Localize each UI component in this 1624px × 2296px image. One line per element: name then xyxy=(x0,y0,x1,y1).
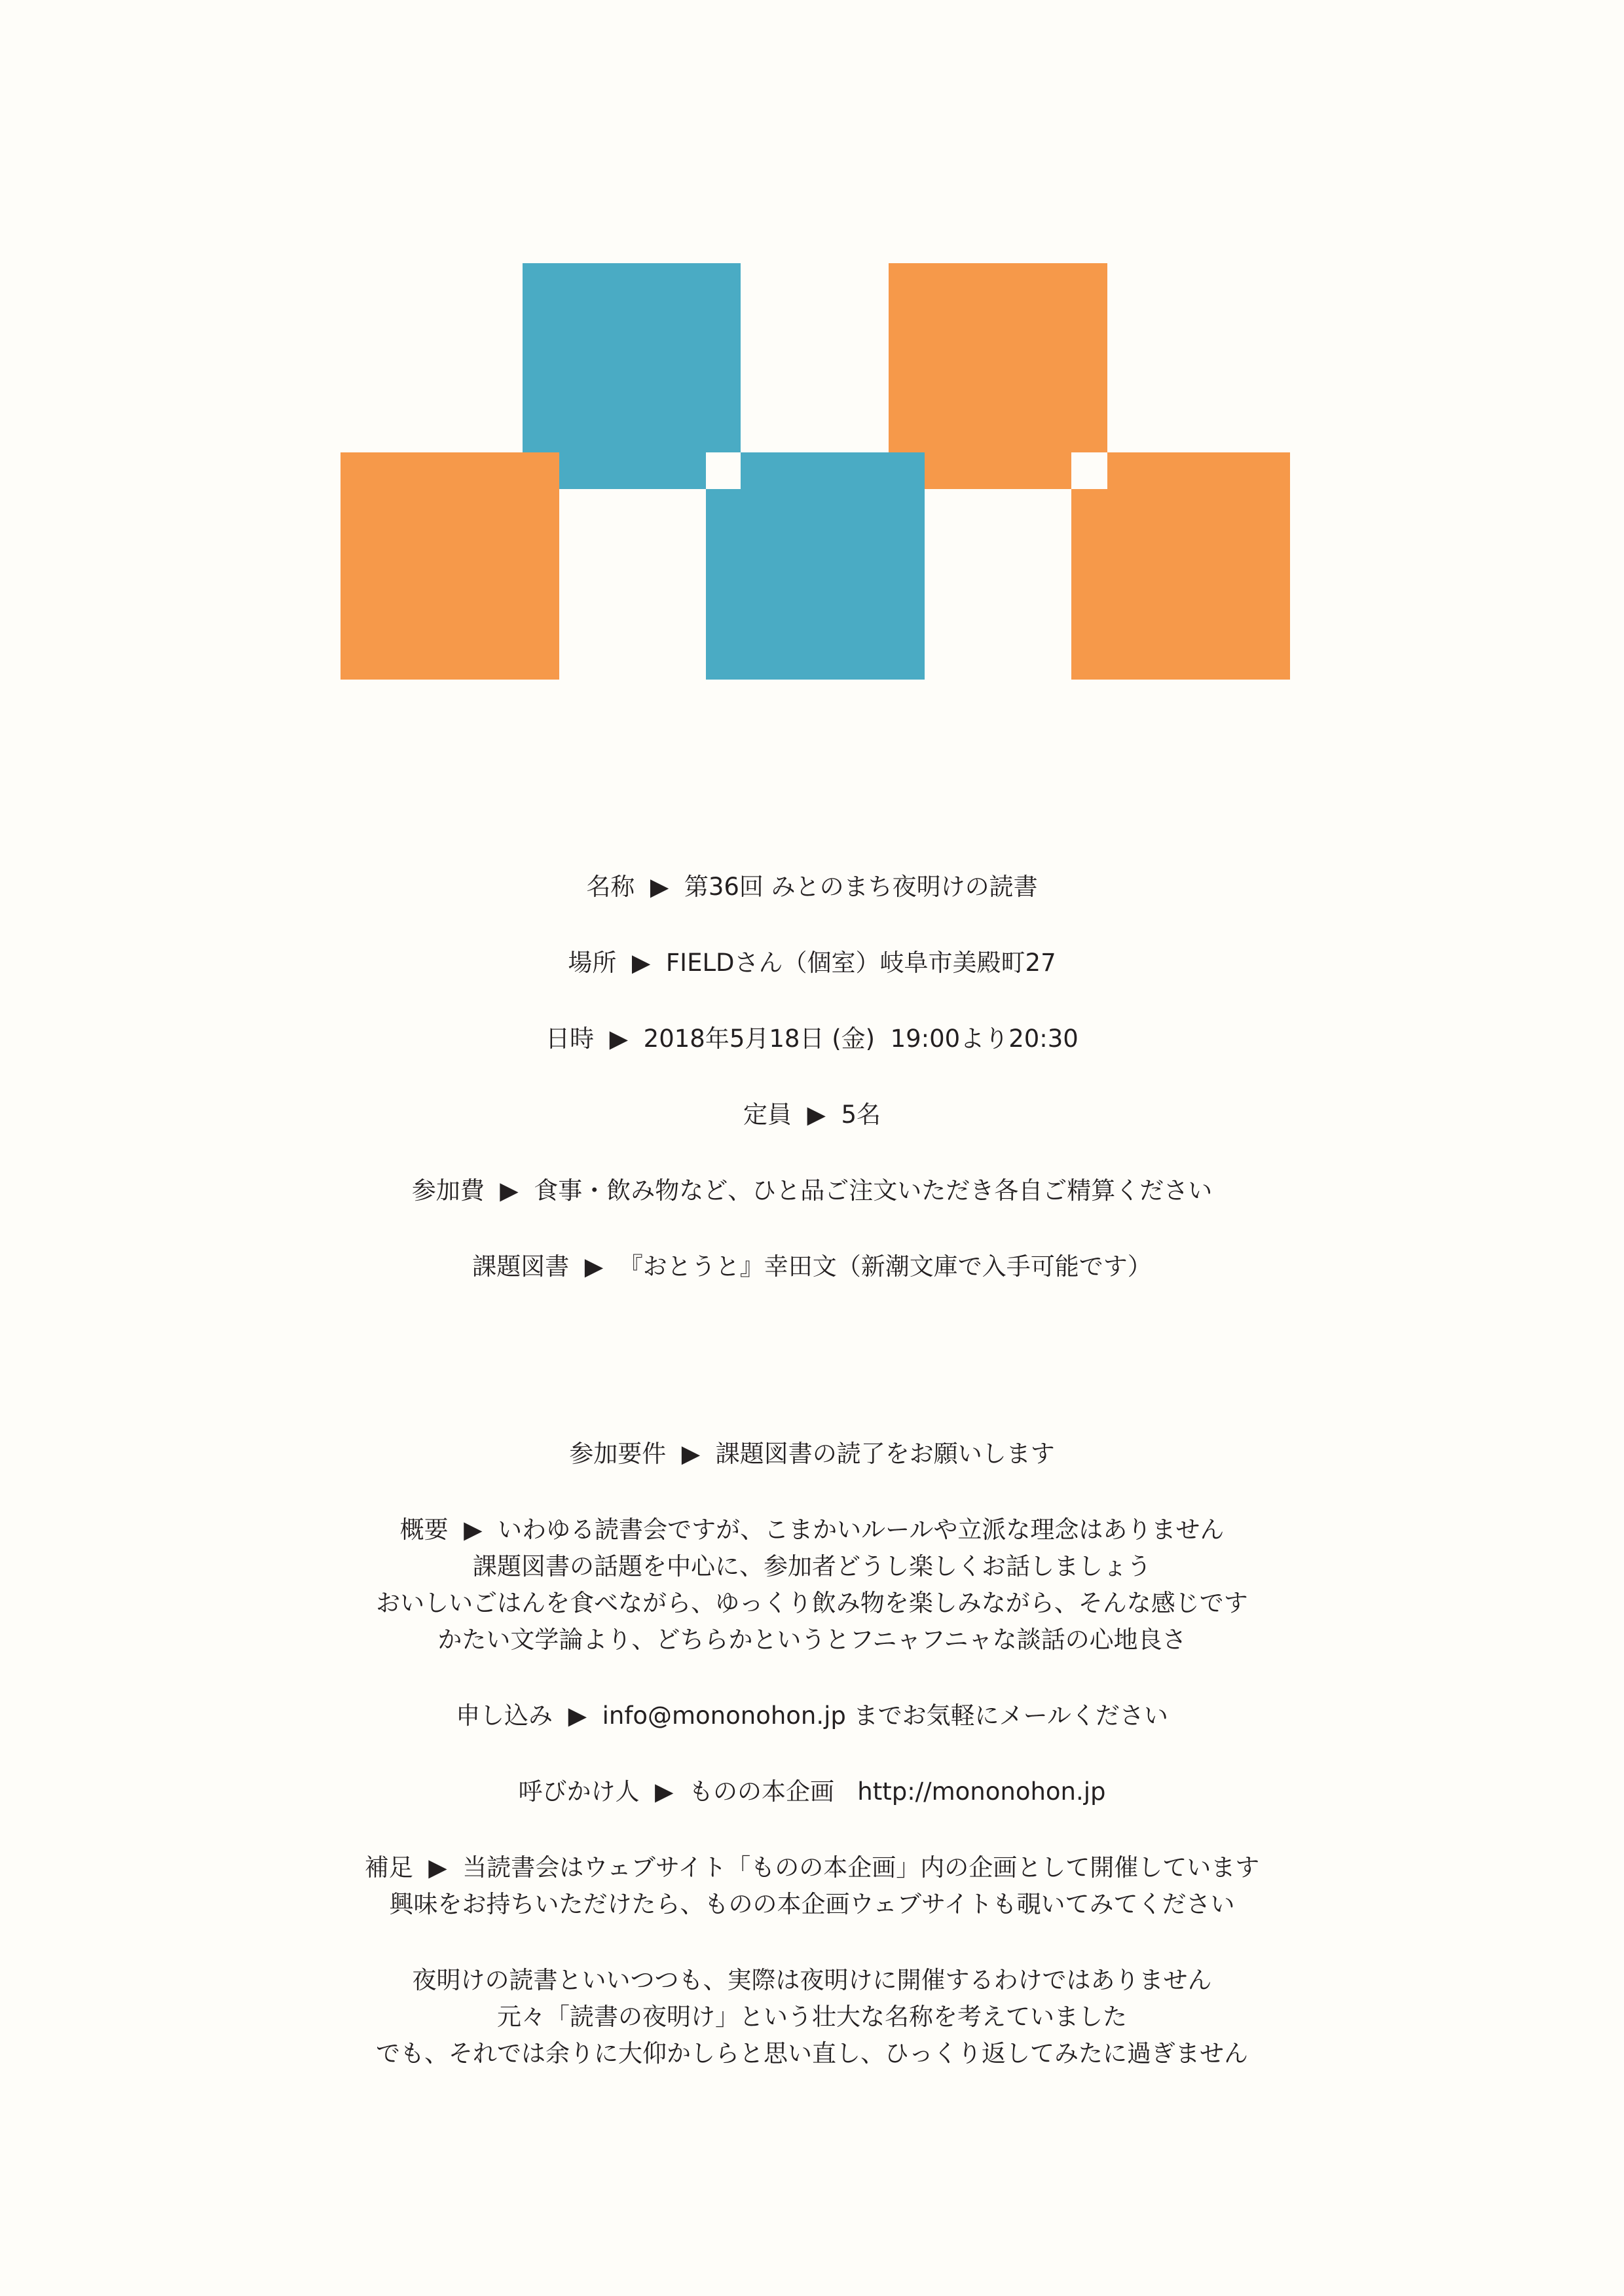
logo-squares xyxy=(0,0,1624,720)
arrow-icon: ▶ xyxy=(807,1101,826,1129)
arrow-icon: ▶ xyxy=(650,873,669,901)
note-line-5: でも、それでは余りに大仰かしらと思い直し、ひっくり返してみたに過ぎません xyxy=(376,2039,1248,2068)
apply-value: info@mononohon.jp までお気軽にメールください xyxy=(602,1702,1168,1730)
host-value: ものの本企画 http://mononohon.jp xyxy=(688,1777,1106,1806)
event-datetime-row xyxy=(0,1023,1624,1055)
note-line-3: 夜明けの読書といいつつも、実際は夜明けに開催するわけではありません xyxy=(412,1966,1212,1994)
event-fee-value: 食事・飲み物など、ひと品ご注文いただき各自ご精算ください xyxy=(534,1176,1213,1205)
apply-row xyxy=(0,1700,1624,1732)
event-datetime-label: 日時 xyxy=(545,1025,595,1053)
logo-square-orange-left xyxy=(341,452,559,680)
event-capacity-row xyxy=(0,1099,1624,1131)
event-name-value: 第36回 みとのまち夜明けの読書 xyxy=(684,873,1038,901)
event-book-label: 課題図書 xyxy=(472,1252,570,1281)
overview-line-2: 課題図書の話題を中心に、参加者どうし楽しくお話しましょう xyxy=(473,1552,1151,1580)
note-line-2-row xyxy=(0,1888,1624,1921)
event-place-row xyxy=(0,947,1624,979)
logo-notch-left xyxy=(706,452,741,489)
event-book-value: 『おとうと』幸田文（新潮文庫で入手可能です） xyxy=(618,1252,1152,1281)
arrow-icon: ▶ xyxy=(681,1440,701,1468)
note-label: 補足 xyxy=(364,1853,413,1882)
event-book-row xyxy=(0,1250,1624,1283)
note-line-1: 当読書会はウェブサイト「ものの本企画」内の企画として開催しています xyxy=(462,1853,1260,1882)
note-row xyxy=(0,1851,1624,1884)
event-datetime-value: 2018年5月18日 (金) 19:00より20:30 xyxy=(643,1025,1079,1053)
event-place-label: 場所 xyxy=(568,949,617,977)
requirement-label: 参加要件 xyxy=(569,1440,667,1468)
event-place-value: FIELDさん（個室）岐阜市美殿町27 xyxy=(665,949,1056,977)
event-fee-label: 参加費 xyxy=(411,1176,485,1205)
event-name-row xyxy=(0,871,1624,903)
overview-line-3-row xyxy=(0,1587,1624,1620)
apply-label: 申し込み xyxy=(456,1702,553,1730)
overview-label: 概要 xyxy=(399,1516,449,1544)
overview-line-4: かたい文学論より、どちらかというとフニャフニャな談話の心地良さ xyxy=(437,1626,1187,1654)
note-line-4-row xyxy=(0,2001,1624,2033)
arrow-icon: ▶ xyxy=(428,1853,447,1882)
requirement-row xyxy=(0,1438,1624,1470)
arrow-icon: ▶ xyxy=(631,949,651,977)
overview-line-2-row xyxy=(0,1550,1624,1583)
event-capacity-label: 定員 xyxy=(743,1101,792,1129)
overview-line-1: いわゆる読書会ですが、こまかいルールや立派な理念はありません xyxy=(498,1516,1225,1544)
event-capacity-value: 5名 xyxy=(841,1101,881,1129)
arrow-icon: ▶ xyxy=(464,1516,483,1544)
overview-line-4-row xyxy=(0,1624,1624,1656)
arrow-icon: ▶ xyxy=(654,1777,674,1806)
note-line-2: 興味をお持ちいただけたら、ものの本企画ウェブサイトも覗いてみてください xyxy=(389,1890,1235,1918)
note-line-3-row xyxy=(0,1964,1624,1997)
overview-row xyxy=(0,1514,1624,1546)
arrow-icon: ▶ xyxy=(500,1176,519,1205)
note-line-4: 元々「読書の夜明け」という壮大な名称を考えていました xyxy=(497,2003,1127,2031)
requirement-value: 課題図書の読了をお願いします xyxy=(715,1440,1055,1468)
note-line-5-row xyxy=(0,2037,1624,2070)
arrow-icon: ▶ xyxy=(568,1702,587,1730)
arrow-icon: ▶ xyxy=(609,1025,629,1053)
event-name-label: 名称 xyxy=(586,873,635,901)
arrow-icon: ▶ xyxy=(584,1252,604,1281)
event-fee-row xyxy=(0,1175,1624,1207)
logo-notch-right xyxy=(1071,452,1107,489)
overview-line-3: おいしいごはんを食べながら、ゆっくり飲み物を楽しみながら、そんな感じです xyxy=(376,1589,1248,1617)
host-row xyxy=(0,1776,1624,1808)
host-label: 呼びかけ人 xyxy=(518,1777,640,1806)
